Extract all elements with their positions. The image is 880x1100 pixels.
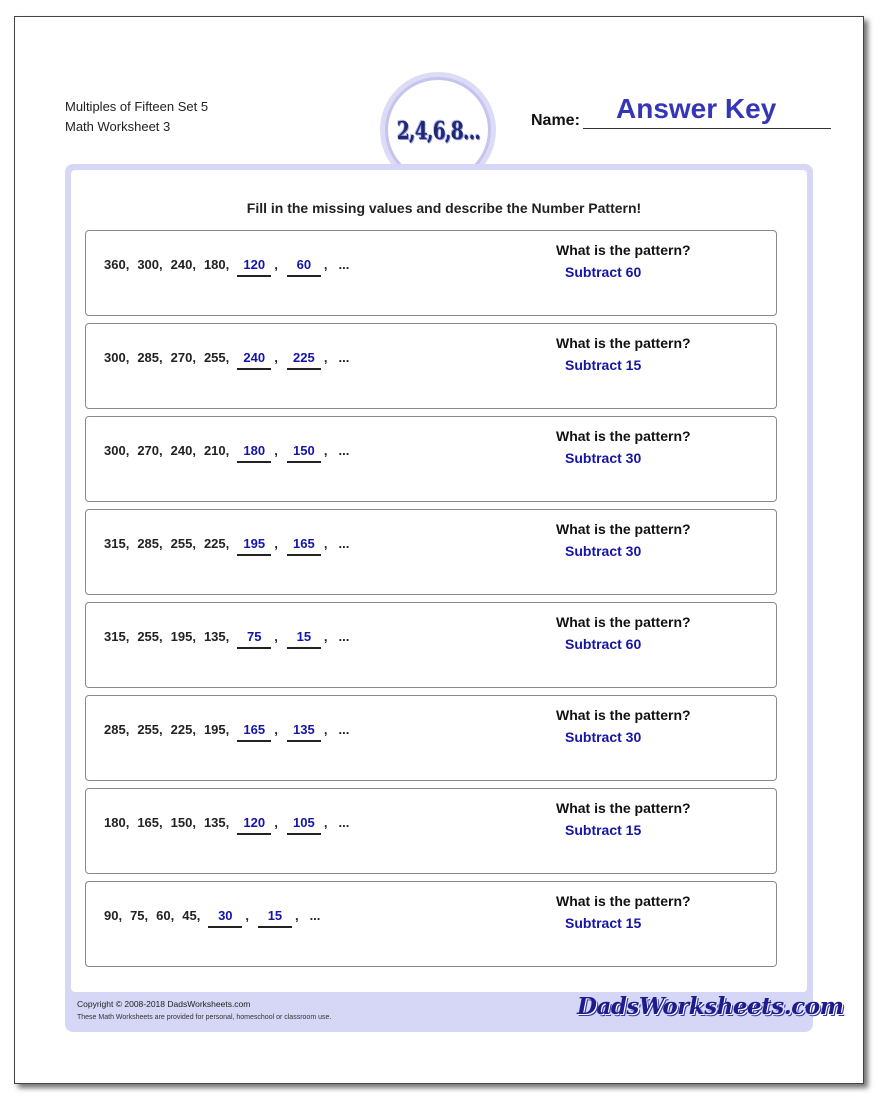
problem-row	[85, 788, 777, 874]
number-sequence	[104, 350, 349, 370]
sequence-number: 195,	[203, 722, 230, 737]
badge-text: 2,4,6,8...	[396, 115, 480, 145]
sequence-number: 165,	[137, 815, 163, 830]
comma-separator: ,	[323, 443, 328, 458]
sequence-number: 315,	[104, 629, 130, 644]
problem-row	[85, 230, 777, 316]
sequence-ellipsis: ...	[338, 443, 350, 458]
comma-separator: ,	[274, 350, 278, 365]
sequence-number: 195,	[170, 629, 196, 644]
pattern-question: What is the pattern?	[556, 335, 691, 351]
sequence-number: 180,	[203, 257, 230, 272]
sequence-number: 150,	[170, 815, 196, 830]
sequence-number: 240,	[170, 257, 196, 272]
sequence-number: 180,	[104, 815, 130, 830]
sequence-number: 300,	[104, 350, 130, 365]
pattern-answer[interactable]: Subtract 15	[565, 822, 642, 838]
pattern-question: What is the pattern?	[556, 800, 691, 816]
sequence-number: 135,	[203, 815, 230, 830]
number-sequence	[104, 257, 349, 277]
dadsworksheets-logo: DadsWorksheets.com	[577, 993, 844, 1020]
sequence-number: 210,	[203, 443, 230, 458]
problem-list	[85, 230, 777, 974]
problem-row	[85, 323, 777, 409]
answer-key-label: Answer Key	[616, 93, 777, 124]
problem-row	[85, 881, 777, 967]
pattern-answer[interactable]: Subtract 15	[565, 357, 642, 373]
sequence-ellipsis: ...	[338, 257, 350, 272]
comma-separator: ,	[323, 257, 328, 272]
comma-separator: ,	[274, 443, 278, 458]
name-field-line	[583, 128, 831, 129]
pattern-answer[interactable]: Subtract 60	[565, 264, 642, 280]
sequence-ellipsis: ...	[338, 350, 350, 365]
comma-separator: ,	[274, 257, 278, 272]
sequence-number: 285,	[137, 350, 163, 365]
number-sequence	[104, 722, 349, 742]
comma-separator: ,	[323, 350, 328, 365]
sequence-number: 75,	[130, 908, 149, 923]
sequence-number: 300,	[104, 443, 130, 458]
problem-row	[85, 416, 777, 502]
sequence-number: 255,	[137, 722, 163, 737]
comma-separator: ,	[274, 722, 278, 737]
number-sequence	[104, 815, 349, 835]
answer-blank[interactable]: 240	[237, 350, 271, 370]
number-sequence	[104, 443, 349, 463]
sequence-number: 255,	[137, 629, 163, 644]
pattern-question: What is the pattern?	[556, 521, 691, 537]
pattern-question: What is the pattern?	[556, 614, 691, 630]
pattern-question: What is the pattern?	[556, 428, 691, 444]
comma-separator: ,	[294, 908, 299, 923]
pattern-question: What is the pattern?	[556, 893, 691, 909]
name-label: Name:	[531, 112, 580, 129]
sequence-ellipsis: ...	[309, 908, 321, 923]
sequence-number: 45,	[182, 908, 201, 923]
comma-separator: ,	[274, 536, 278, 551]
sequence-number: 240,	[170, 443, 196, 458]
comma-separator: ,	[245, 908, 249, 923]
comma-separator: ,	[323, 629, 328, 644]
worksheet-subtitle: Math Worksheet 3	[65, 119, 171, 134]
sequence-number: 315,	[104, 536, 130, 551]
instructions: Fill in the missing values and describe the Number Pattern!	[246, 200, 642, 216]
sequence-number: 360,	[104, 257, 130, 272]
sequence-number: 270,	[137, 443, 163, 458]
sequence-ellipsis: ...	[338, 536, 350, 551]
comma-separator: ,	[323, 722, 328, 737]
sequence-number: 255,	[203, 350, 230, 365]
sequence-number: 225,	[203, 536, 230, 551]
comma-separator: ,	[274, 629, 278, 644]
sequence-number: 60,	[156, 908, 175, 923]
sequence-number: 300,	[137, 257, 163, 272]
answer-blank[interactable]: 120	[237, 815, 271, 835]
pattern-question: What is the pattern?	[556, 707, 691, 723]
number-sequence	[104, 908, 320, 928]
sequence-number: 255,	[170, 536, 196, 551]
answer-blank[interactable]: 165	[287, 536, 321, 556]
sequence-number: 90,	[104, 908, 123, 923]
sequence-number: 285,	[104, 722, 130, 737]
answer-blank[interactable]: 120	[237, 257, 271, 277]
footer-copyright: Copyright © 2008-2018 DadsWorksheets.com	[77, 999, 251, 1009]
answer-blank[interactable]: 165	[237, 722, 271, 742]
answer-blank[interactable]: 15	[287, 629, 321, 649]
sequence-number: 270,	[170, 350, 196, 365]
answer-blank[interactable]: 150	[287, 443, 321, 463]
answer-blank[interactable]: 15	[258, 908, 292, 928]
pattern-answer[interactable]: Subtract 15	[565, 915, 642, 931]
pattern-question: What is the pattern?	[556, 242, 691, 258]
problem-row	[85, 695, 777, 781]
pattern-answer[interactable]: Subtract 30	[565, 543, 642, 559]
problem-row	[85, 509, 777, 595]
answer-blank[interactable]: 180	[237, 443, 271, 463]
comma-separator: ,	[323, 536, 328, 551]
worksheet-page	[14, 16, 864, 1084]
comma-separator: ,	[323, 815, 328, 830]
comma-separator: ,	[274, 815, 278, 830]
answer-blank[interactable]: 135	[287, 722, 321, 742]
answer-blank[interactable]: 105	[287, 815, 321, 835]
problem-row	[85, 602, 777, 688]
sequence-ellipsis: ...	[338, 815, 350, 830]
pattern-answer[interactable]: Subtract 60	[565, 636, 642, 652]
pattern-answer[interactable]: Subtract 30	[565, 450, 642, 466]
worksheet-title: Multiples of Fifteen Set 5	[65, 99, 209, 114]
answer-blank[interactable]: 60	[287, 257, 321, 277]
pattern-answer[interactable]: Subtract 30	[565, 729, 642, 745]
sequence-number: 135,	[203, 629, 230, 644]
answer-blank[interactable]: 225	[287, 350, 321, 370]
sequence-number: 225,	[170, 722, 196, 737]
number-sequence	[104, 536, 349, 556]
sequence-ellipsis: ...	[338, 722, 350, 737]
answer-blank[interactable]: 195	[237, 536, 271, 556]
answer-blank[interactable]: 30	[208, 908, 242, 928]
sequence-ellipsis: ...	[338, 629, 350, 644]
footer-note: These Math Worksheets are provided for personal, homeschool or classroom use.	[77, 1014, 332, 1021]
sequence-number: 285,	[137, 536, 163, 551]
number-sequence	[104, 629, 349, 649]
answer-blank[interactable]: 75	[237, 629, 271, 649]
